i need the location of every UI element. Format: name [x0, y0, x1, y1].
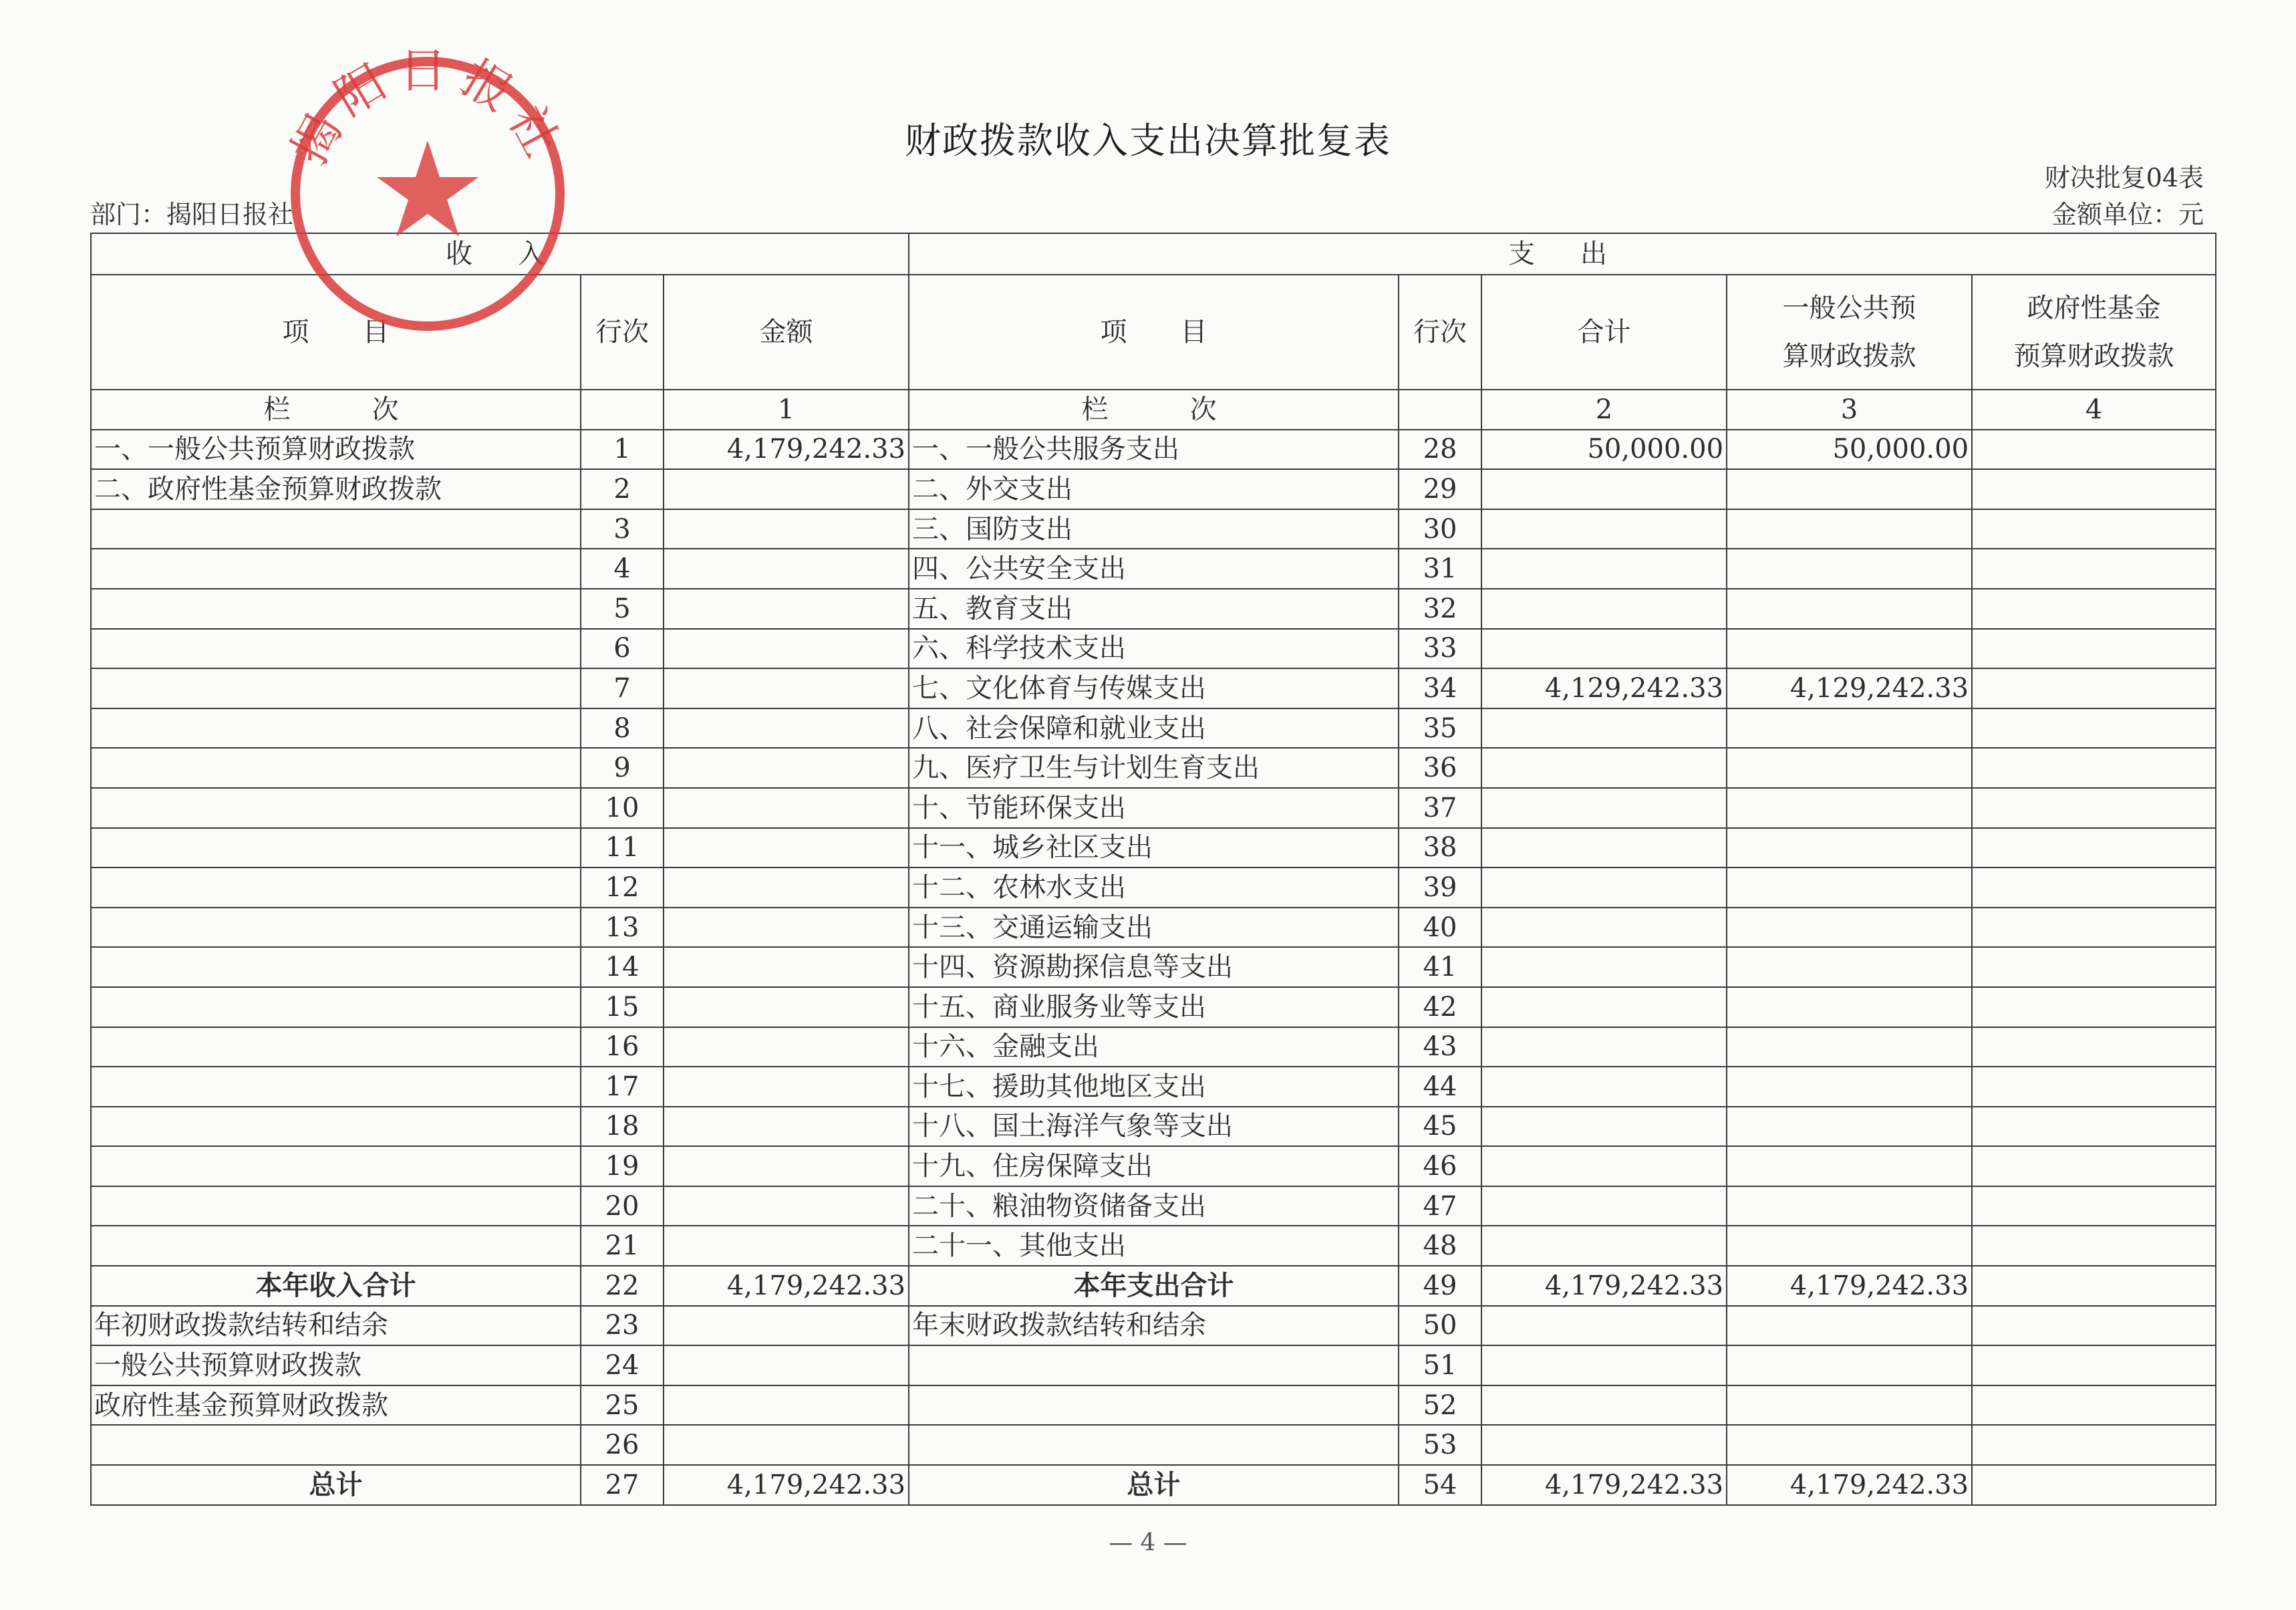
- expense-total-cell: [1481, 987, 1727, 1027]
- expense-fund-budget-cell: [1972, 1186, 2216, 1226]
- expense-row-no-cell: 44: [1399, 1067, 1481, 1107]
- expense-item-cell: [909, 1345, 1399, 1385]
- expense-item-cell: 二、外交支出: [909, 469, 1399, 509]
- expense-item-cell: 十二、农林水支出: [909, 867, 1399, 908]
- expense-general-budget-cell: [1727, 1067, 1972, 1107]
- table-row: [91, 668, 2216, 708]
- expense-total-cell: 4,129,242.33: [1481, 668, 1727, 708]
- expense-total-cell: [1481, 947, 1727, 987]
- expense-total-cell: [1481, 1306, 1727, 1346]
- income-row-no-cell: 23: [581, 1306, 664, 1346]
- income-item-cell: [91, 867, 581, 908]
- income-amount-cell: [664, 1107, 909, 1147]
- expense-section-header: 支 出: [909, 233, 2216, 275]
- fund-budget-header-line2: 预算财政拨款: [2013, 341, 2174, 372]
- expense-row-no-cell: 28: [1399, 430, 1481, 470]
- expense-row-no-cell: 36: [1399, 748, 1481, 788]
- income-index-1: 1: [664, 390, 909, 430]
- table-row: [91, 549, 2216, 589]
- income-amount-cell: 4,179,242.33: [664, 1266, 909, 1306]
- expense-total-cell: [1481, 748, 1727, 788]
- expense-general-budget-cell: [1727, 908, 1972, 948]
- table-row: [91, 629, 2216, 669]
- table-body: [91, 233, 2216, 1505]
- general-budget-header-line2: 算财政拨款: [1782, 341, 1916, 372]
- expense-fund-budget-cell: [1972, 629, 2216, 669]
- income-amount-cell: [664, 1385, 909, 1426]
- department-label: 部门：揭阳日报社: [90, 200, 294, 229]
- income-item-cell: 政府性基金预算财政拨款: [91, 1385, 581, 1426]
- expense-item-cell: 三、国防支出: [909, 509, 1399, 549]
- income-row-no-cell: 27: [581, 1465, 664, 1505]
- expense-row-no-cell: 45: [1399, 1107, 1481, 1147]
- income-row-no-cell: 2: [581, 469, 664, 509]
- table-row: [91, 708, 2216, 749]
- table-row: [91, 1465, 2216, 1505]
- expense-row-no-cell: 47: [1399, 1186, 1481, 1226]
- income-item-cell: [91, 589, 581, 629]
- income-item-cell: [91, 549, 581, 589]
- income-amount-cell: [664, 987, 909, 1027]
- income-row-no-cell: 19: [581, 1146, 664, 1186]
- table-row: [91, 1345, 2216, 1385]
- expense-row-no-cell: 52: [1399, 1385, 1481, 1426]
- expense-general-budget-cell: [1727, 828, 1972, 868]
- expense-general-budget-cell: 4,129,242.33: [1727, 668, 1972, 708]
- income-amount-cell: [664, 1186, 909, 1226]
- expense-row-no-cell: 31: [1399, 549, 1481, 589]
- expense-item-cell: 十八、国土海洋气象等支出: [909, 1107, 1399, 1147]
- expense-item-cell: 总计: [909, 1465, 1399, 1505]
- expense-general-budget-cell: [1727, 1425, 1972, 1465]
- income-row-no-cell: 7: [581, 668, 664, 708]
- expense-index-4: 4: [1972, 390, 2216, 430]
- table-row: [91, 788, 2216, 828]
- expense-total-cell: [1481, 1186, 1727, 1226]
- income-amount-cell: [664, 1226, 909, 1266]
- income-row-no-cell: 26: [581, 1425, 664, 1465]
- expense-row-no-cell: 29: [1399, 469, 1481, 509]
- income-amount-cell: [664, 509, 909, 549]
- expense-row-no-cell: 43: [1399, 1027, 1481, 1067]
- general-budget-header-line1: 一般公共预: [1782, 293, 1916, 323]
- expense-total-cell: [1481, 788, 1727, 828]
- expense-total-cell: [1481, 1067, 1727, 1107]
- expense-row-no-cell: 38: [1399, 828, 1481, 868]
- table-row: [91, 908, 2216, 948]
- expense-fund-budget-cell: [1972, 1107, 2216, 1147]
- expense-total-cell: [1481, 1425, 1727, 1465]
- income-amount-cell: 4,179,242.33: [664, 1465, 909, 1505]
- expense-row-no-cell: 33: [1399, 629, 1481, 669]
- expense-total-cell: [1481, 1385, 1727, 1426]
- income-item-cell: [91, 908, 581, 948]
- income-row-no-cell: 5: [581, 589, 664, 629]
- expense-item-cell: 五、教育支出: [909, 589, 1399, 629]
- seal-text: 揭阳日报社: [280, 42, 575, 174]
- income-index-label: 栏 次: [91, 390, 581, 430]
- income-amount-cell: [664, 1027, 909, 1067]
- table-row: [91, 947, 2216, 987]
- table-row: [91, 1146, 2216, 1186]
- income-row-no-cell: 6: [581, 629, 664, 669]
- expense-general-budget-cell: [1727, 987, 1972, 1027]
- income-row-no-cell: 15: [581, 987, 664, 1027]
- amount-unit: 金额单位：元: [2051, 200, 2204, 229]
- expense-general-budget-cell: [1727, 629, 1972, 669]
- expense-total-cell: [1481, 1027, 1727, 1067]
- expense-total-cell: 4,179,242.33: [1481, 1465, 1727, 1505]
- income-item-cell: [91, 509, 581, 549]
- expense-total-cell: [1481, 828, 1727, 868]
- table-row: [91, 748, 2216, 788]
- expense-fund-budget-cell: [1972, 748, 2216, 788]
- expense-general-budget-cell: [1727, 867, 1972, 908]
- expense-fund-budget-cell: [1972, 1465, 2216, 1505]
- expense-general-budget-cell: 50,000.00: [1727, 430, 1972, 470]
- table-row: [91, 1067, 2216, 1107]
- expense-general-budget-cell: [1727, 748, 1972, 788]
- income-row-no-cell: 12: [581, 867, 664, 908]
- expense-item-cell: 十四、资源勘探信息等支出: [909, 947, 1399, 987]
- income-row-no-cell: 3: [581, 509, 664, 549]
- income-item-cell: [91, 1067, 581, 1107]
- income-amount-cell: [664, 1306, 909, 1346]
- income-amount-cell: [664, 748, 909, 788]
- expense-total-cell: [1481, 589, 1727, 629]
- expense-fund-budget-cell: [1972, 1385, 2216, 1426]
- expense-fund-budget-cell: [1972, 549, 2216, 589]
- income-amount-cell: [664, 947, 909, 987]
- income-item-cell: 一般公共预算财政拨款: [91, 1345, 581, 1385]
- income-row-no-cell: 18: [581, 1107, 664, 1147]
- expense-row-no-cell: 54: [1399, 1465, 1481, 1505]
- page-number: — 4 —: [1109, 1529, 1187, 1557]
- income-item-cell: 总计: [91, 1465, 581, 1505]
- expense-index-label: 栏 次: [909, 390, 1399, 430]
- expense-general-budget-cell: 4,179,242.33: [1727, 1266, 1972, 1306]
- table-row: [91, 469, 2216, 509]
- expense-general-budget-cell: [1727, 549, 1972, 589]
- expense-fund-budget-cell: [1972, 987, 2216, 1027]
- expense-general-budget-cell: [1727, 1345, 1972, 1385]
- expense-row-no-cell: 37: [1399, 788, 1481, 828]
- expense-fund-budget-cell: [1972, 1266, 2216, 1306]
- table-row: [91, 1107, 2216, 1147]
- income-amount-cell: [664, 828, 909, 868]
- expense-row-no-cell: 35: [1399, 708, 1481, 749]
- income-item-cell: [91, 708, 581, 749]
- income-amount-cell: [664, 1425, 909, 1465]
- expense-fund-budget-cell: [1972, 589, 2216, 629]
- expense-fund-budget-cell: [1972, 708, 2216, 749]
- table-row: [91, 1266, 2216, 1306]
- expense-row-no-cell: 41: [1399, 947, 1481, 987]
- table-row: [91, 1385, 2216, 1426]
- expense-item-cell: 六、科学技术支出: [909, 629, 1399, 669]
- expense-item-cell: 十六、金融支出: [909, 1027, 1399, 1067]
- expense-total-cell: [1481, 1226, 1727, 1266]
- page-title: 财政拨款收入支出决算批复表: [905, 120, 1391, 162]
- income-row-no-cell: 10: [581, 788, 664, 828]
- income-amount-cell: [664, 469, 909, 509]
- income-row-no-cell: 22: [581, 1266, 664, 1306]
- income-amount-header: 金额: [664, 275, 909, 390]
- expense-item-cell: 十九、住房保障支出: [909, 1146, 1399, 1186]
- expense-item-cell: 十三、交通运输支出: [909, 908, 1399, 948]
- income-amount-cell: [664, 668, 909, 708]
- expense-fund-budget-cell: [1972, 509, 2216, 549]
- expense-item-cell: 二十一、其他支出: [909, 1226, 1399, 1266]
- expense-total-cell: [1481, 469, 1727, 509]
- income-item-cell: 一、一般公共预算财政拨款: [91, 430, 581, 470]
- income-row-no-header: 行次: [581, 275, 664, 390]
- expense-total-cell: [1481, 708, 1727, 749]
- income-row-no-cell: 24: [581, 1345, 664, 1385]
- expense-fund-budget-cell: [1972, 1306, 2216, 1346]
- expense-item-cell: 年末财政拨款结转和结余: [909, 1306, 1399, 1346]
- expense-fund-budget-cell: [1972, 430, 2216, 470]
- appropriation-table: [90, 233, 2216, 1506]
- expense-fund-budget-cell: [1972, 908, 2216, 948]
- expense-fund-budget-cell: [1972, 788, 2216, 828]
- income-amount-cell: [664, 1067, 909, 1107]
- income-item-cell: 二、政府性基金预算财政拨款: [91, 469, 581, 509]
- expense-row-no-header: 行次: [1399, 275, 1481, 390]
- expense-item-cell: 八、社会保障和就业支出: [909, 708, 1399, 749]
- table-row: [91, 1226, 2216, 1266]
- expense-total-header: 合计: [1481, 275, 1727, 390]
- table-row: [91, 589, 2216, 629]
- expense-row-no-cell: 39: [1399, 867, 1481, 908]
- expense-row-no-cell: 32: [1399, 589, 1481, 629]
- fund-budget-header: [1972, 275, 2216, 390]
- income-item-cell: 本年收入合计: [91, 1266, 581, 1306]
- expense-item-cell: 本年支出合计: [909, 1266, 1399, 1306]
- expense-item-cell: [909, 1425, 1399, 1465]
- expense-fund-budget-cell: [1972, 1345, 2216, 1385]
- income-amount-cell: [664, 708, 909, 749]
- expense-row-no-cell: 34: [1399, 668, 1481, 708]
- section-header-row: [91, 233, 2216, 275]
- expense-item-cell: 十、节能环保支出: [909, 788, 1399, 828]
- expense-general-budget-cell: [1727, 589, 1972, 629]
- expense-fund-budget-cell: [1972, 828, 2216, 868]
- expense-row-no-cell: 51: [1399, 1345, 1481, 1385]
- expense-row-no-cell: 49: [1399, 1266, 1481, 1306]
- expense-item-cell: 七、文化体育与传媒支出: [909, 668, 1399, 708]
- income-item-cell: [91, 1186, 581, 1226]
- expense-item-cell: 十五、商业服务业等支出: [909, 987, 1399, 1027]
- column-header-row: [91, 275, 2216, 390]
- expense-general-budget-cell: 4,179,242.33: [1727, 1465, 1972, 1505]
- income-item-cell: [91, 987, 581, 1027]
- expense-general-budget-cell: [1727, 1186, 1972, 1226]
- table-row: [91, 867, 2216, 908]
- expense-item-cell: 九、医疗卫生与计划生育支出: [909, 748, 1399, 788]
- expense-item-header: 项 目: [909, 275, 1399, 390]
- expense-total-cell: [1481, 629, 1727, 669]
- income-row-no-cell: 14: [581, 947, 664, 987]
- income-row-no-cell: 21: [581, 1226, 664, 1266]
- income-amount-cell: [664, 549, 909, 589]
- expense-total-cell: [1481, 1345, 1727, 1385]
- expense-total-cell: 4,179,242.33: [1481, 1266, 1727, 1306]
- expense-total-cell: [1481, 549, 1727, 589]
- expense-item-cell: 一、一般公共服务支出: [909, 430, 1399, 470]
- expense-general-budget-cell: [1727, 788, 1972, 828]
- expense-fund-budget-cell: [1972, 668, 2216, 708]
- expense-row-no-cell: 50: [1399, 1306, 1481, 1346]
- expense-index-2: 2: [1481, 390, 1727, 430]
- expense-item-cell: 十一、城乡社区支出: [909, 828, 1399, 868]
- income-row-no-cell: 8: [581, 708, 664, 749]
- income-amount-cell: [664, 629, 909, 669]
- income-row-no-cell: 25: [581, 1385, 664, 1426]
- expense-item-cell: [909, 1385, 1399, 1426]
- income-row-no-cell: 1: [581, 430, 664, 470]
- expense-general-budget-cell: [1727, 1385, 1972, 1426]
- expense-total-cell: [1481, 1107, 1727, 1147]
- income-item-cell: [91, 748, 581, 788]
- expense-total-cell: [1481, 1146, 1727, 1186]
- income-row-no-cell: 20: [581, 1186, 664, 1226]
- table-row: [91, 430, 2216, 470]
- income-row-no-cell: 17: [581, 1067, 664, 1107]
- expense-general-budget-cell: [1727, 1146, 1972, 1186]
- income-item-cell: [91, 1146, 581, 1186]
- general-budget-header: [1727, 275, 1972, 390]
- expense-index-3: 3: [1727, 390, 1972, 430]
- income-section-header: 收 入: [91, 233, 909, 275]
- income-item-cell: [91, 629, 581, 669]
- income-item-cell: [91, 1027, 581, 1067]
- expense-fund-budget-cell: [1972, 1146, 2216, 1186]
- expense-index-blank: [1399, 390, 1481, 430]
- income-item-cell: 年初财政拨款结转和结余: [91, 1306, 581, 1346]
- income-amount-cell: [664, 867, 909, 908]
- form-code: 财决批复04表: [2044, 163, 2204, 192]
- expense-fund-budget-cell: [1972, 1027, 2216, 1067]
- expense-general-budget-cell: [1727, 1107, 1972, 1147]
- income-item-cell: [91, 828, 581, 868]
- expense-fund-budget-cell: [1972, 1425, 2216, 1465]
- expense-general-budget-cell: [1727, 1226, 1972, 1266]
- income-amount-cell: 4,179,242.33: [664, 430, 909, 470]
- expense-row-no-cell: 53: [1399, 1425, 1481, 1465]
- table-row: [91, 1425, 2216, 1465]
- income-item-cell: [91, 668, 581, 708]
- expense-fund-budget-cell: [1972, 1226, 2216, 1266]
- income-row-no-cell: 9: [581, 748, 664, 788]
- expense-total-cell: [1481, 509, 1727, 549]
- expense-total-cell: [1481, 908, 1727, 948]
- expense-general-budget-cell: [1727, 509, 1972, 549]
- income-item-header: 项 目: [91, 275, 581, 390]
- expense-row-no-cell: 30: [1399, 509, 1481, 549]
- expense-fund-budget-cell: [1972, 947, 2216, 987]
- expense-general-budget-cell: [1727, 469, 1972, 509]
- expense-row-no-cell: 42: [1399, 987, 1481, 1027]
- fund-budget-header-line1: 政府性基金: [2027, 293, 2161, 323]
- expense-fund-budget-cell: [1972, 469, 2216, 509]
- table-row: [91, 1186, 2216, 1226]
- expense-item-cell: 十七、援助其他地区支出: [909, 1067, 1399, 1107]
- expense-fund-budget-cell: [1972, 1067, 2216, 1107]
- income-row-no-cell: 11: [581, 828, 664, 868]
- income-item-cell: [91, 1226, 581, 1266]
- income-item-cell: [91, 788, 581, 828]
- income-row-no-cell: 4: [581, 549, 664, 589]
- expense-row-no-cell: 46: [1399, 1146, 1481, 1186]
- table-row: [91, 509, 2216, 549]
- expense-fund-budget-cell: [1972, 867, 2216, 908]
- expense-item-cell: 二十、粮油物资储备支出: [909, 1186, 1399, 1226]
- column-index-row: [91, 390, 2216, 430]
- income-amount-cell: [664, 908, 909, 948]
- income-row-no-cell: 16: [581, 1027, 664, 1067]
- income-amount-cell: [664, 589, 909, 629]
- expense-row-no-cell: 40: [1399, 908, 1481, 948]
- income-index-blank: [581, 390, 664, 430]
- expense-general-budget-cell: [1727, 1027, 1972, 1067]
- income-amount-cell: [664, 788, 909, 828]
- expense-item-cell: 四、公共安全支出: [909, 549, 1399, 589]
- expense-row-no-cell: 48: [1399, 1226, 1481, 1266]
- expense-general-budget-cell: [1727, 947, 1972, 987]
- income-amount-cell: [664, 1146, 909, 1186]
- expense-total-cell: 50,000.00: [1481, 430, 1727, 470]
- income-item-cell: [91, 947, 581, 987]
- income-row-no-cell: 13: [581, 908, 664, 948]
- expense-general-budget-cell: [1727, 1306, 1972, 1346]
- income-amount-cell: [664, 1345, 909, 1385]
- table-row: [91, 1306, 2216, 1346]
- income-item-cell: [91, 1107, 581, 1147]
- income-item-cell: [91, 1425, 581, 1465]
- expense-general-budget-cell: [1727, 708, 1972, 749]
- table-row: [91, 1027, 2216, 1067]
- table-row: [91, 987, 2216, 1027]
- expense-total-cell: [1481, 867, 1727, 908]
- table-row: [91, 828, 2216, 868]
